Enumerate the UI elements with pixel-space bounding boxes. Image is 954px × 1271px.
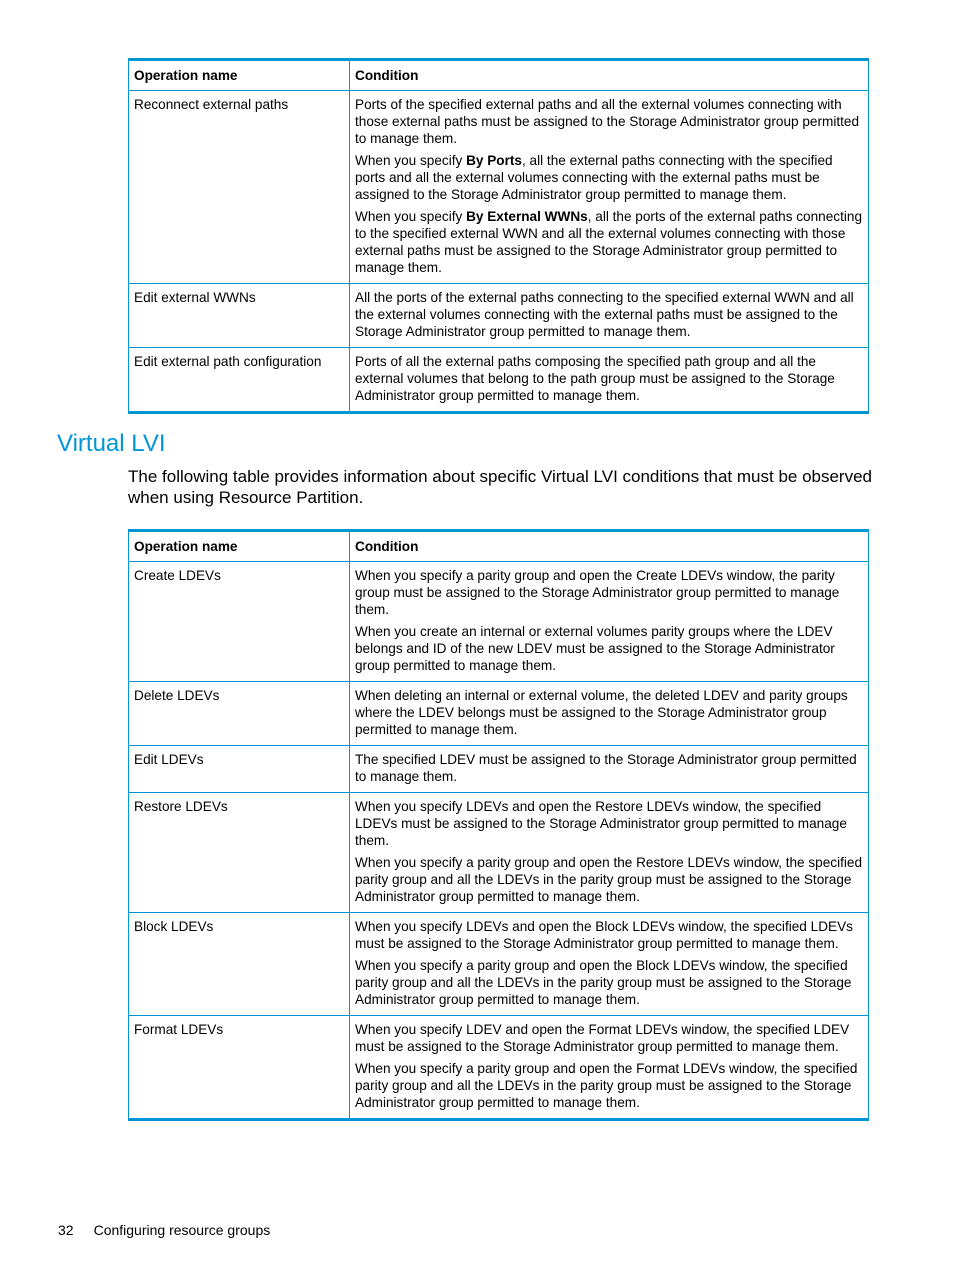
condition-cell xyxy=(350,793,869,913)
operation-name: Block LDEVs xyxy=(129,913,350,1016)
table-row xyxy=(129,348,869,413)
table-row xyxy=(129,1016,869,1120)
condition-text: When you specify LDEV and open the Format LDEVs window, the specified LDEV must be assigned to the Storage Administrator group permitted to manage them. xyxy=(355,1022,850,1054)
column-header-operation: Operation name xyxy=(129,531,350,562)
table-header-row xyxy=(129,531,869,562)
column-header-operation: Operation name xyxy=(129,60,350,91)
condition-text: When you specify a parity group and open the Block LDEVs window, the specified parity group and all the LDEVs in the parity group must be assigned to the Storage Administrator group permitted to manage them. xyxy=(355,958,852,1007)
condition-cell xyxy=(350,682,869,746)
condition-text: The specified LDEV must be assigned to the Storage Administrator group permitted to manage them. xyxy=(355,752,857,784)
table-row xyxy=(129,284,869,348)
condition-text: When deleting an internal or external volume, the deleted LDEV and parity groups where the LDEV belongs must be assigned to the Storage Administrator group permitted to manage them. xyxy=(355,688,848,737)
condition-cell xyxy=(350,91,869,284)
table-header-row xyxy=(129,60,869,91)
condition-cell xyxy=(350,348,869,413)
table-row xyxy=(129,682,869,746)
condition-text: Ports of the specified external paths and all the external volumes connecting with those external paths must be assigned to the Storage Administrator group permitted to manage them. xyxy=(355,97,860,146)
operation-name: Edit external WWNs xyxy=(129,284,350,348)
operation-name: Reconnect external paths xyxy=(129,91,350,284)
external-paths-table xyxy=(128,58,869,414)
operation-name: Delete LDEVs xyxy=(129,682,350,746)
condition-text: When you create an internal or external volumes parity groups where the LDEV belongs and ID of the new LDEV must be assigned to the Storage Administrator group permitted to manage them. xyxy=(355,624,835,673)
option-term: By External WWNs xyxy=(466,209,588,224)
condition-cell xyxy=(350,1016,869,1120)
condition-text: When you specify a parity group and open the Restore LDEVs window, the specified parity group and all the LDEVs in the parity group must be assigned to the Storage Administrator group permitted to manage them. xyxy=(355,855,863,904)
table-row xyxy=(129,793,869,913)
chapter-title: Configuring resource groups xyxy=(93,1222,271,1238)
option-term: By Ports xyxy=(466,153,522,168)
column-header-condition: Condition xyxy=(350,60,869,91)
condition-text: All the ports of the external paths connecting to the specified external WWN and all the external volumes connecting with the external paths must be assigned to the Storage Administrator group permitted to manage them. xyxy=(355,290,854,339)
section-heading: Virtual LVI xyxy=(57,430,166,457)
table-row xyxy=(129,562,869,682)
page-footer xyxy=(58,1222,270,1238)
section-intro: The following table provides information about specific Virtual LVI conditions that must be observed when using Resource Partition. xyxy=(128,467,873,507)
operation-name: Edit LDEVs xyxy=(129,746,350,793)
table-row xyxy=(129,913,869,1016)
condition-text: When you specify LDEVs and open the Block LDEVs window, the specified LDEVs must be assigned to the Storage Administrator group permitted to manage them. xyxy=(355,919,853,951)
operation-name: Edit external path configuration xyxy=(129,348,350,413)
condition-text: When you specify By External WWNs, all the ports of the external paths connecting to the specified external WWN and all the external volumes connecting with those external paths must be assigned to the Storage Administrator group permitted to manage them. xyxy=(355,209,863,275)
table-row xyxy=(129,91,869,284)
operation-name: Create LDEVs xyxy=(129,562,350,682)
operation-name: Restore LDEVs xyxy=(129,793,350,913)
virtual-lvi-table xyxy=(128,529,869,1121)
page-number: 32 xyxy=(58,1222,74,1238)
condition-text: Ports of all the external paths composing the specified path group and all the external volumes that belong to the path group must be assigned to the Storage Administrator group permitted to manage them. xyxy=(355,354,835,403)
condition-text: When you specify a parity group and open the Format LDEVs window, the specified parity group and all the LDEVs in the parity group must be assigned to the Storage Administrator group permitted to manage them. xyxy=(355,1061,858,1110)
condition-cell xyxy=(350,746,869,793)
condition-text: When you specify By Ports, all the external paths connecting with the specified ports and all the external volumes connecting with the external paths must be assigned to the Storage Administrator group permitted to manage them. xyxy=(355,153,833,202)
condition-cell xyxy=(350,913,869,1016)
condition-cell xyxy=(350,284,869,348)
condition-text: When you specify LDEVs and open the Restore LDEVs window, the specified LDEVs must be assigned to the Storage Administrator group permitted to manage them. xyxy=(355,799,847,848)
condition-text: When you specify a parity group and open the Create LDEVs window, the parity group must be assigned to the Storage Administrator group permitted to manage them. xyxy=(355,568,840,617)
condition-cell xyxy=(350,562,869,682)
table-row xyxy=(129,746,869,793)
column-header-condition: Condition xyxy=(350,531,869,562)
operation-name: Format LDEVs xyxy=(129,1016,350,1120)
